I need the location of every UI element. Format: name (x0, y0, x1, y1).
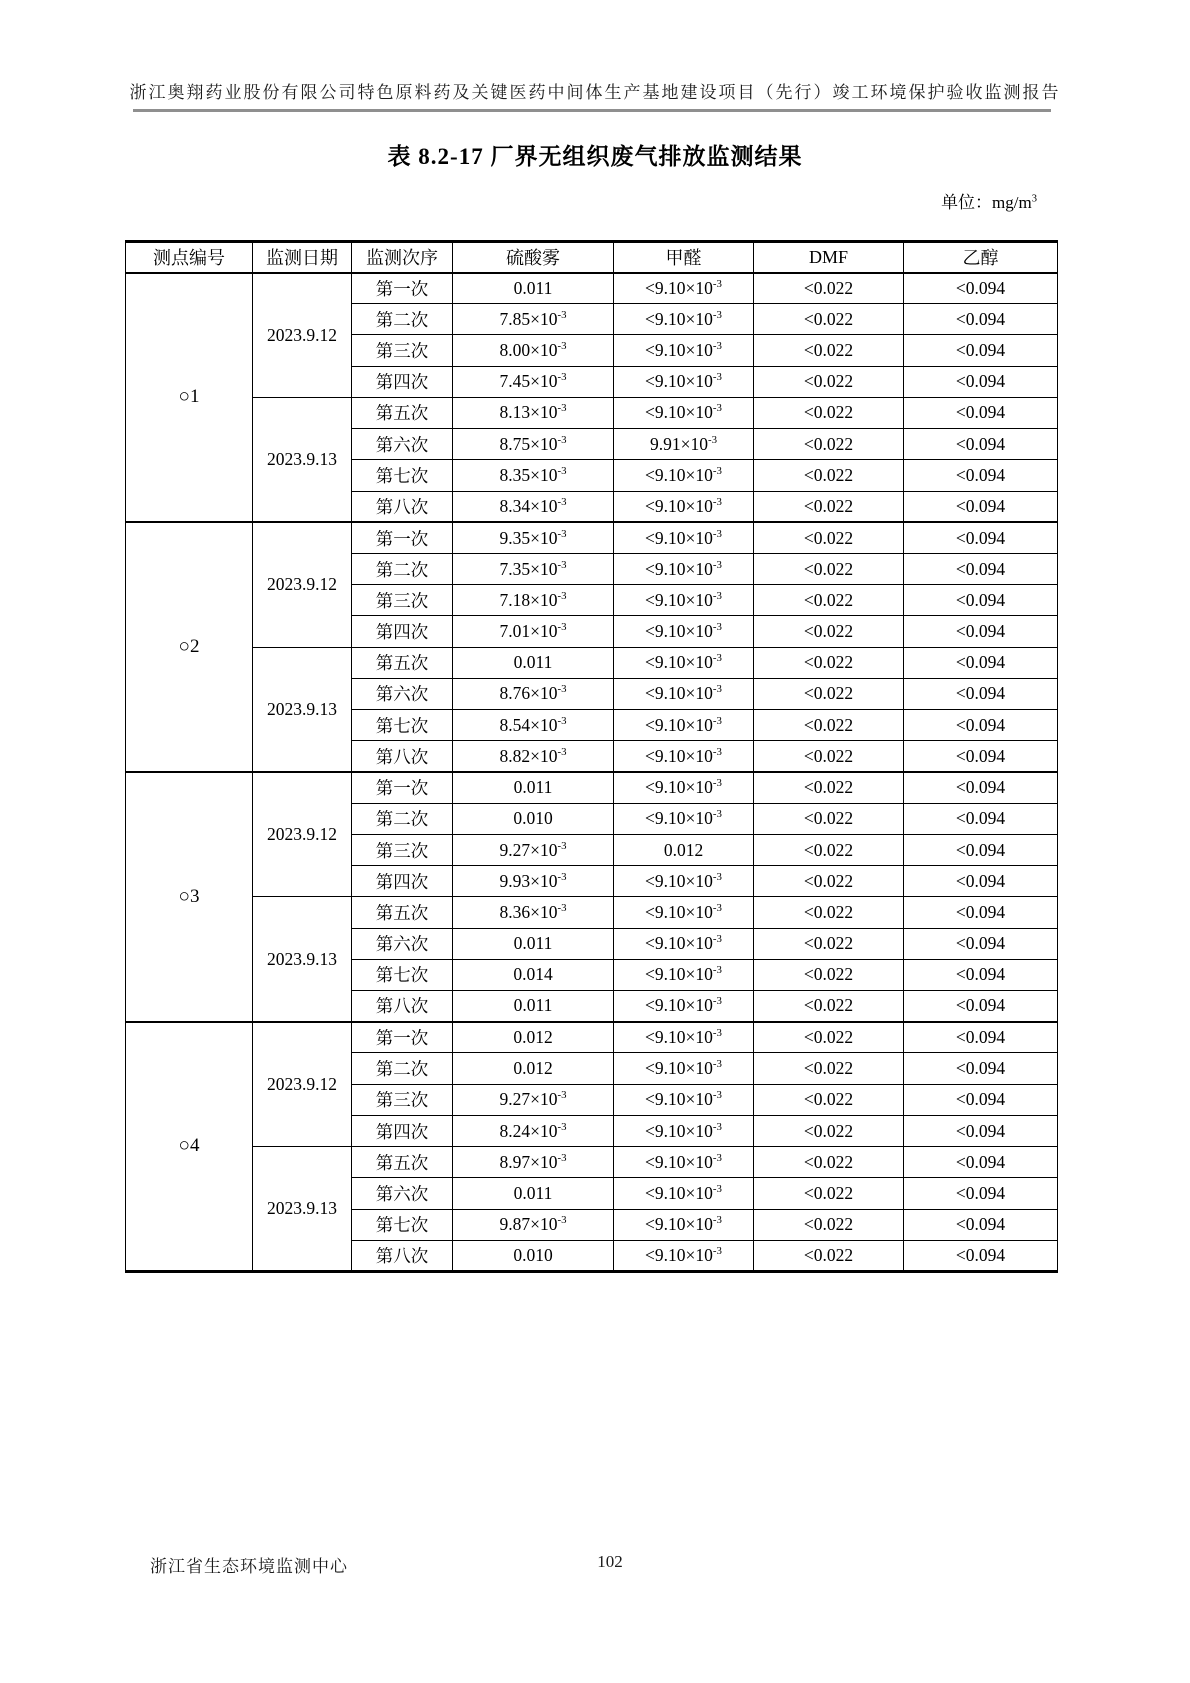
sequence-cell: 第七次 (352, 460, 453, 491)
sequence-cell: 第二次 (352, 553, 453, 584)
value-cell: <0.094 (904, 678, 1058, 709)
value-cell: <0.022 (754, 553, 904, 584)
value-cell: <0.094 (904, 397, 1058, 428)
table-row (126, 647, 1058, 678)
point-cell: ○4 (126, 1022, 253, 1272)
value-cell: <0.022 (754, 991, 904, 1022)
table-row (126, 273, 1058, 304)
value-cell: $7.18\times 10^{-3}$ (453, 585, 614, 616)
value-cell: $9.91\times 10^{-3}$ (614, 429, 754, 460)
sequence-cell: 第二次 (352, 1053, 453, 1084)
value-cell: <0.022 (754, 366, 904, 397)
value-cell: <0.022 (754, 522, 904, 553)
sequence-cell: 第八次 (352, 491, 453, 522)
sequence-cell: 第八次 (352, 741, 453, 772)
value-cell: <0.094 (904, 1209, 1058, 1240)
value-cell: <0.022 (754, 1022, 904, 1053)
table-row (126, 522, 1058, 553)
value-cell: $<9.10\times 10^{-3}$ (614, 1115, 754, 1146)
value-cell: <0.094 (904, 273, 1058, 304)
unit-label: 单位：$mg/m^3$ (941, 193, 1037, 212)
value-cell: $8.00\times 10^{-3}$ (453, 335, 614, 366)
value-cell: 0.011 (453, 928, 614, 959)
value-cell: $<9.10\times 10^{-3}$ (614, 741, 754, 772)
value-cell: $7.45\times 10^{-3}$ (453, 366, 614, 397)
value-cell: <0.094 (904, 304, 1058, 335)
value-cell: 0.011 (453, 273, 614, 304)
value-cell: $<9.10\times 10^{-3}$ (614, 585, 754, 616)
value-cell: <0.094 (904, 866, 1058, 897)
sequence-cell: 第六次 (352, 678, 453, 709)
value-cell: 0.011 (453, 1178, 614, 1209)
sequence-cell: 第三次 (352, 335, 453, 366)
date-cell: 2023.9.12 (253, 772, 352, 897)
date-cell: 2023.9.12 (253, 1022, 352, 1147)
value-cell: <0.094 (904, 710, 1058, 741)
value-cell: $8.13\times 10^{-3}$ (453, 397, 614, 428)
value-cell: $8.82\times 10^{-3}$ (453, 741, 614, 772)
value-cell: <0.094 (904, 928, 1058, 959)
value-cell: <0.022 (754, 866, 904, 897)
value-cell: <0.022 (754, 1084, 904, 1115)
value-cell: <0.022 (754, 491, 904, 522)
value-cell: <0.022 (754, 335, 904, 366)
value-cell: <0.022 (754, 304, 904, 335)
value-cell: $9.35\times 10^{-3}$ (453, 522, 614, 553)
value-cell: $8.36\times 10^{-3}$ (453, 897, 614, 928)
value-cell: <0.022 (754, 1147, 904, 1178)
value-cell: $<9.10\times 10^{-3}$ (614, 553, 754, 584)
footer-org-name: 浙江省生态环境监测中心 (150, 1557, 348, 1576)
value-cell: $<9.10\times 10^{-3}$ (614, 1147, 754, 1178)
value-cell: $<9.10\times 10^{-3}$ (614, 678, 754, 709)
value-cell: $7.35\times 10^{-3}$ (453, 553, 614, 584)
value-cell: <0.094 (904, 647, 1058, 678)
sequence-cell: 第六次 (352, 429, 453, 460)
col-header-dmf: DMF (754, 242, 904, 273)
value-cell: <0.022 (754, 273, 904, 304)
sequence-cell: 第一次 (352, 522, 453, 553)
value-cell: 0.012 (453, 1022, 614, 1053)
value-cell: <0.094 (904, 1178, 1058, 1209)
value-cell: $7.85\times 10^{-3}$ (453, 304, 614, 335)
value-cell: <0.094 (904, 991, 1058, 1022)
value-cell: <0.022 (754, 959, 904, 990)
value-cell: <0.094 (904, 959, 1058, 990)
sequence-cell: 第五次 (352, 897, 453, 928)
footer-page-number: 102 (597, 1552, 623, 1571)
table-row (126, 1022, 1058, 1053)
sequence-cell: 第二次 (352, 304, 453, 335)
table-row (126, 397, 1058, 428)
sequence-cell: 第八次 (352, 1240, 453, 1271)
value-cell: $<9.10\times 10^{-3}$ (614, 866, 754, 897)
value-cell: $8.24\times 10^{-3}$ (453, 1115, 614, 1146)
value-cell: $<9.10\times 10^{-3}$ (614, 897, 754, 928)
value-cell: <0.094 (904, 1022, 1058, 1053)
col-header-point: 测点编号 (126, 242, 253, 273)
value-cell: $8.35\times 10^{-3}$ (453, 460, 614, 491)
sequence-cell: 第八次 (352, 991, 453, 1022)
sequence-cell: 第七次 (352, 1209, 453, 1240)
value-cell: <0.022 (754, 585, 904, 616)
sequence-cell: 第四次 (352, 1115, 453, 1146)
value-cell: <0.022 (754, 710, 904, 741)
value-cell: <0.022 (754, 460, 904, 491)
value-cell: $<9.10\times 10^{-3}$ (614, 772, 754, 803)
value-cell: $8.97\times 10^{-3}$ (453, 1147, 614, 1178)
value-cell: $<9.10\times 10^{-3}$ (614, 1053, 754, 1084)
value-cell: <0.094 (904, 460, 1058, 491)
value-cell: $7.01\times 10^{-3}$ (453, 616, 614, 647)
value-cell: $8.75\times 10^{-3}$ (453, 429, 614, 460)
value-cell: $<9.10\times 10^{-3}$ (614, 1084, 754, 1115)
value-cell: <0.094 (904, 335, 1058, 366)
value-cell: <0.094 (904, 585, 1058, 616)
value-cell: <0.094 (904, 429, 1058, 460)
date-cell: 2023.9.13 (253, 397, 352, 522)
sequence-cell: 第五次 (352, 1147, 453, 1178)
value-cell: <0.022 (754, 1053, 904, 1084)
value-cell: <0.094 (904, 553, 1058, 584)
sequence-cell: 第四次 (352, 866, 453, 897)
value-cell: $<9.10\times 10^{-3}$ (614, 1209, 754, 1240)
value-cell: <0.022 (754, 1178, 904, 1209)
sequence-cell: 第三次 (352, 834, 453, 865)
value-cell: <0.022 (754, 616, 904, 647)
report-header-text: 浙江奥翔药业股份有限公司特色原料药及关键医药中间体生产基地建设项目（先行）竣工环境保护验收监测报告 (129, 83, 1061, 102)
col-header-ethanol: 乙醇 (904, 242, 1058, 273)
date-cell: 2023.9.13 (253, 897, 352, 1022)
value-cell: <0.094 (904, 741, 1058, 772)
sequence-cell: 第六次 (352, 928, 453, 959)
value-cell: $9.27\times 10^{-3}$ (453, 1084, 614, 1115)
point-cell: ○1 (126, 273, 253, 523)
value-cell: <0.022 (754, 897, 904, 928)
value-cell: <0.094 (904, 772, 1058, 803)
sequence-cell: 第一次 (352, 1022, 453, 1053)
sequence-cell: 第四次 (352, 616, 453, 647)
value-cell: <0.022 (754, 1240, 904, 1271)
point-cell: ○3 (126, 772, 253, 1022)
table-row (126, 897, 1058, 928)
value-cell: 0.011 (453, 991, 614, 1022)
value-cell: <0.022 (754, 678, 904, 709)
date-cell: 2023.9.13 (253, 1147, 352, 1272)
value-cell: $<9.10\times 10^{-3}$ (614, 366, 754, 397)
value-cell: <0.094 (904, 834, 1058, 865)
value-cell: $9.93\times 10^{-3}$ (453, 866, 614, 897)
value-cell: $<9.10\times 10^{-3}$ (614, 1178, 754, 1209)
table-header-row (126, 242, 1058, 273)
value-cell: 0.012 (453, 1053, 614, 1084)
value-cell: <0.022 (754, 772, 904, 803)
sequence-cell: 第三次 (352, 585, 453, 616)
sequence-cell: 第七次 (352, 959, 453, 990)
value-cell: <0.094 (904, 1147, 1058, 1178)
value-cell: $<9.10\times 10^{-3}$ (614, 1022, 754, 1053)
value-cell: 0.014 (453, 959, 614, 990)
value-cell: 0.011 (453, 772, 614, 803)
value-cell: $8.76\times 10^{-3}$ (453, 678, 614, 709)
value-cell: <0.094 (904, 803, 1058, 834)
value-cell: <0.094 (904, 1240, 1058, 1271)
value-cell: $9.87\times 10^{-3}$ (453, 1209, 614, 1240)
emission-monitor-table (125, 240, 1058, 1273)
date-cell: 2023.9.12 (253, 522, 352, 647)
value-cell: <0.022 (754, 803, 904, 834)
value-cell: <0.022 (754, 741, 904, 772)
header-divider-rule (133, 109, 1051, 112)
sequence-cell: 第七次 (352, 710, 453, 741)
sequence-cell: 第一次 (352, 772, 453, 803)
value-cell: $<9.10\times 10^{-3}$ (614, 991, 754, 1022)
value-cell: $<9.10\times 10^{-3}$ (614, 460, 754, 491)
point-cell: ○2 (126, 522, 253, 772)
value-cell: <0.094 (904, 1084, 1058, 1115)
value-cell: <0.094 (904, 616, 1058, 647)
value-cell: <0.022 (754, 834, 904, 865)
col-header-date: 监测日期 (253, 242, 352, 273)
table-row (126, 772, 1058, 803)
sequence-cell: 第三次 (352, 1084, 453, 1115)
value-cell: $<9.10\times 10^{-3}$ (614, 1240, 754, 1271)
sequence-cell: 第五次 (352, 647, 453, 678)
value-cell: $<9.10\times 10^{-3}$ (614, 803, 754, 834)
sequence-cell: 第一次 (352, 273, 453, 304)
value-cell: <0.022 (754, 647, 904, 678)
table-title: 表 8.2-17 厂界无组织废气排放监测结果 (387, 144, 803, 169)
sequence-cell: 第六次 (352, 1178, 453, 1209)
col-header-sequence: 监测次序 (352, 242, 453, 273)
value-cell: $<9.10\times 10^{-3}$ (614, 647, 754, 678)
value-cell: <0.094 (904, 897, 1058, 928)
value-cell: <0.022 (754, 1115, 904, 1146)
value-cell: $<9.10\times 10^{-3}$ (614, 273, 754, 304)
sequence-cell: 第五次 (352, 397, 453, 428)
value-cell: 0.010 (453, 1240, 614, 1271)
value-cell: <0.022 (754, 928, 904, 959)
value-cell: <0.094 (904, 522, 1058, 553)
value-cell: $8.34\times 10^{-3}$ (453, 491, 614, 522)
value-cell: $<9.10\times 10^{-3}$ (614, 710, 754, 741)
value-cell: 0.010 (453, 803, 614, 834)
date-cell: 2023.9.12 (253, 273, 352, 398)
value-cell: <0.094 (904, 1053, 1058, 1084)
col-header-formaldehyde: 甲醛 (614, 242, 754, 273)
value-cell: $<9.10\times 10^{-3}$ (614, 335, 754, 366)
value-cell: $<9.10\times 10^{-3}$ (614, 304, 754, 335)
sequence-cell: 第二次 (352, 803, 453, 834)
value-cell: $<9.10\times 10^{-3}$ (614, 522, 754, 553)
value-cell: $<9.10\times 10^{-3}$ (614, 397, 754, 428)
value-cell: $<9.10\times 10^{-3}$ (614, 491, 754, 522)
value-cell: $<9.10\times 10^{-3}$ (614, 959, 754, 990)
value-cell: <0.094 (904, 491, 1058, 522)
sequence-cell: 第四次 (352, 366, 453, 397)
col-header-sulfuric-mist: 硫酸雾 (453, 242, 614, 273)
value-cell: <0.022 (754, 429, 904, 460)
value-cell: <0.094 (904, 1115, 1058, 1146)
value-cell: <0.022 (754, 397, 904, 428)
value-cell: $9.27\times 10^{-3}$ (453, 834, 614, 865)
value-cell: <0.094 (904, 366, 1058, 397)
value-cell: $<9.10\times 10^{-3}$ (614, 616, 754, 647)
value-cell: $8.54\times 10^{-3}$ (453, 710, 614, 741)
value-cell: $<9.10\times 10^{-3}$ (614, 928, 754, 959)
table-row (126, 1147, 1058, 1178)
date-cell: 2023.9.13 (253, 647, 352, 772)
value-cell: <0.022 (754, 1209, 904, 1240)
value-cell: 0.012 (614, 834, 754, 865)
value-cell: 0.011 (453, 647, 614, 678)
